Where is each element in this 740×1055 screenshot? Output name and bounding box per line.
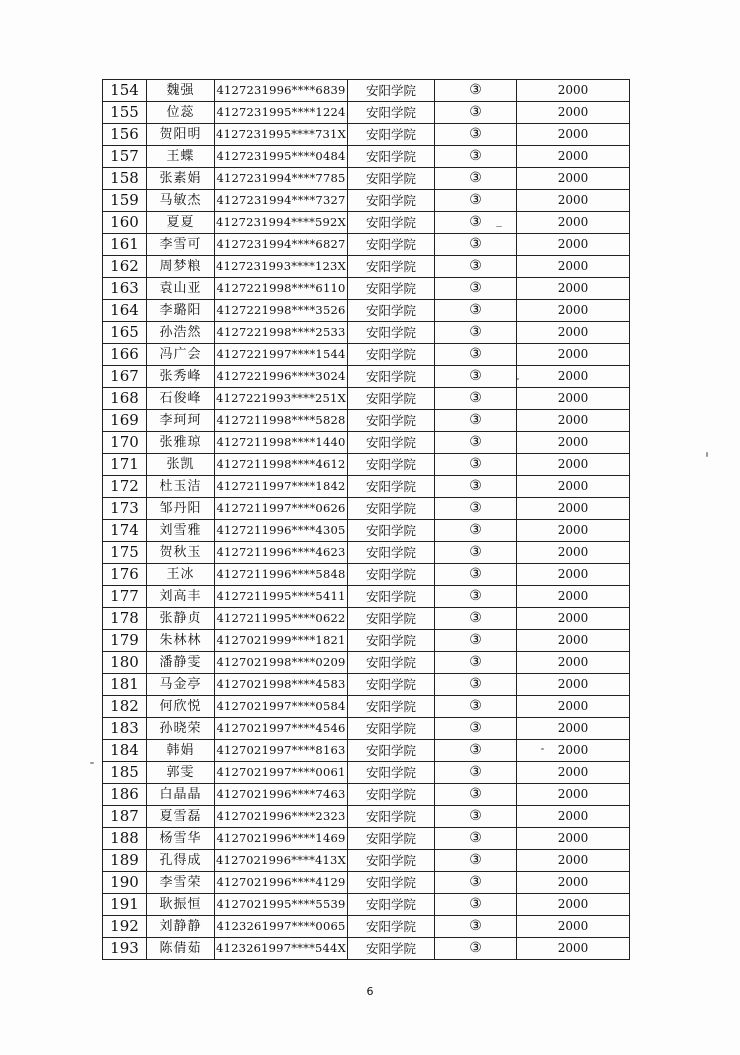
id-number-cell: 4127231995****0484 xyxy=(215,146,348,168)
amount-cell: 2000 xyxy=(517,762,630,784)
table-row xyxy=(103,696,630,718)
school-cell: 安阳学院 xyxy=(348,916,435,938)
id-number-cell: 4127021997****0061 xyxy=(215,762,348,784)
category-mark-cell: ③ xyxy=(435,652,517,674)
page-number: 6 xyxy=(366,985,374,998)
student-name-cell: 马敏杰 xyxy=(147,190,215,212)
student-name-cell: 王蝶 xyxy=(147,146,215,168)
amount-cell: 2000 xyxy=(517,124,630,146)
table-row xyxy=(103,740,630,762)
table-row xyxy=(103,454,630,476)
id-number-cell: 4127221998****6110 xyxy=(215,278,348,300)
amount-cell: 2000 xyxy=(517,278,630,300)
id-number-cell: 4127231995****1224 xyxy=(215,102,348,124)
student-name-cell: 耿振恒 xyxy=(147,894,215,916)
school-cell: 安阳学院 xyxy=(348,938,435,960)
row-number-cell: 172 xyxy=(103,476,147,498)
amount-cell: 2000 xyxy=(517,850,630,872)
school-cell: 安阳学院 xyxy=(348,762,435,784)
amount-cell: 2000 xyxy=(517,630,630,652)
id-number-cell: 4127221996****3024 xyxy=(215,366,348,388)
row-number-cell: 188 xyxy=(103,828,147,850)
table-row xyxy=(103,718,630,740)
scan-speck xyxy=(90,762,94,764)
school-cell: 安阳学院 xyxy=(348,454,435,476)
id-number-cell: 4127021999****1821 xyxy=(215,630,348,652)
category-mark-cell: ③ xyxy=(435,762,517,784)
row-number-cell: 176 xyxy=(103,564,147,586)
student-name-cell: 位蕊 xyxy=(147,102,215,124)
school-cell: 安阳学院 xyxy=(348,102,435,124)
table-row xyxy=(103,520,630,542)
table-row xyxy=(103,784,630,806)
category-mark-cell: ③ xyxy=(435,454,517,476)
student-name-cell: 张雅琼 xyxy=(147,432,215,454)
table-row xyxy=(103,476,630,498)
id-number-cell: 4123261997****544X xyxy=(215,938,348,960)
student-name-cell: 刘雪雅 xyxy=(147,520,215,542)
student-name-cell: 袁山亚 xyxy=(147,278,215,300)
category-mark-cell: ③ xyxy=(435,916,517,938)
id-number-cell: 4127021998****0209 xyxy=(215,652,348,674)
student-name-cell: 夏夏 xyxy=(147,212,215,234)
school-cell: 安阳学院 xyxy=(348,784,435,806)
amount-cell: 2000 xyxy=(517,146,630,168)
id-number-cell: 4127221998****2533 xyxy=(215,322,348,344)
table-row xyxy=(103,432,630,454)
id-number-cell: 4127211996****5848 xyxy=(215,564,348,586)
school-cell: 安阳学院 xyxy=(348,828,435,850)
student-name-cell: 白晶晶 xyxy=(147,784,215,806)
category-mark-cell: ③ xyxy=(435,674,517,696)
student-name-cell: 杨雪华 xyxy=(147,828,215,850)
category-mark-cell: ③ xyxy=(435,894,517,916)
school-cell: 安阳学院 xyxy=(348,366,435,388)
scan-speck xyxy=(706,452,708,457)
table-row xyxy=(103,872,630,894)
table-row xyxy=(103,388,630,410)
row-number-cell: 179 xyxy=(103,630,147,652)
id-number-cell: 4127231995****731X xyxy=(215,124,348,146)
amount-cell: 2000 xyxy=(517,718,630,740)
amount-cell: 2000 xyxy=(517,80,630,102)
row-number-cell: 167 xyxy=(103,366,147,388)
table-row xyxy=(103,366,630,388)
amount-cell: 2000 xyxy=(517,564,630,586)
id-number-cell: 4127211998****1440 xyxy=(215,432,348,454)
table-row xyxy=(103,542,630,564)
row-number-cell: 155 xyxy=(103,102,147,124)
row-number-cell: 187 xyxy=(103,806,147,828)
category-mark-cell: ③ xyxy=(435,234,517,256)
student-name-cell: 陈倩茹 xyxy=(147,938,215,960)
row-number-cell: 191 xyxy=(103,894,147,916)
school-cell: 安阳学院 xyxy=(348,146,435,168)
table-row xyxy=(103,828,630,850)
id-number-cell: 4127211996****4305 xyxy=(215,520,348,542)
school-cell: 安阳学院 xyxy=(348,212,435,234)
id-number-cell: 4127211995****5411 xyxy=(215,586,348,608)
student-name-cell: 李雪可 xyxy=(147,234,215,256)
table-row xyxy=(103,80,630,102)
school-cell: 安阳学院 xyxy=(348,256,435,278)
id-number-cell: 4127231994****6827 xyxy=(215,234,348,256)
row-number-cell: 169 xyxy=(103,410,147,432)
row-number-cell: 163 xyxy=(103,278,147,300)
school-cell: 安阳学院 xyxy=(348,168,435,190)
school-cell: 安阳学院 xyxy=(348,80,435,102)
row-number-cell: 154 xyxy=(103,80,147,102)
id-number-cell: 4127211998****5828 xyxy=(215,410,348,432)
amount-cell: 2000 xyxy=(517,344,630,366)
table-row xyxy=(103,124,630,146)
student-name-cell: 孙浩然 xyxy=(147,322,215,344)
row-number-cell: 171 xyxy=(103,454,147,476)
roster-table xyxy=(102,79,630,960)
category-mark-cell: ③ xyxy=(435,938,517,960)
row-number-cell: 170 xyxy=(103,432,147,454)
amount-cell: 2000 xyxy=(517,190,630,212)
amount-cell: 2000 xyxy=(517,586,630,608)
row-number-cell: 161 xyxy=(103,234,147,256)
table-row xyxy=(103,322,630,344)
row-number-cell: 158 xyxy=(103,168,147,190)
student-name-cell: 贺秋玉 xyxy=(147,542,215,564)
amount-cell: 2000 xyxy=(517,476,630,498)
roster-table-body xyxy=(103,80,630,960)
amount-cell: 2000 xyxy=(517,784,630,806)
school-cell: 安阳学院 xyxy=(348,344,435,366)
student-name-cell: 夏雪磊 xyxy=(147,806,215,828)
student-name-cell: 李雪荣 xyxy=(147,872,215,894)
school-cell: 安阳学院 xyxy=(348,124,435,146)
table-row xyxy=(103,894,630,916)
category-mark-cell: ③ xyxy=(435,630,517,652)
school-cell: 安阳学院 xyxy=(348,894,435,916)
category-mark-cell: ③ xyxy=(435,608,517,630)
school-cell: 安阳学院 xyxy=(348,190,435,212)
row-number-cell: 157 xyxy=(103,146,147,168)
category-mark-cell: ③ xyxy=(435,806,517,828)
student-name-cell: 魏强 xyxy=(147,80,215,102)
category-mark-cell: ③ xyxy=(435,212,517,234)
amount-cell: 2000 xyxy=(517,652,630,674)
table-row xyxy=(103,674,630,696)
school-cell: 安阳学院 xyxy=(348,718,435,740)
table-row xyxy=(103,850,630,872)
row-number-cell: 189 xyxy=(103,850,147,872)
school-cell: 安阳学院 xyxy=(348,278,435,300)
row-number-cell: 185 xyxy=(103,762,147,784)
id-number-cell: 4127231994****7785 xyxy=(215,168,348,190)
amount-cell: 2000 xyxy=(517,322,630,344)
student-name-cell: 刘静静 xyxy=(147,916,215,938)
row-number-cell: 193 xyxy=(103,938,147,960)
school-cell: 安阳学院 xyxy=(348,740,435,762)
amount-cell: 2000 xyxy=(517,498,630,520)
category-mark-cell: ③ xyxy=(435,850,517,872)
row-number-cell: 178 xyxy=(103,608,147,630)
category-mark-cell: ③ xyxy=(435,872,517,894)
id-number-cell: 4127021998****4583 xyxy=(215,674,348,696)
row-number-cell: 183 xyxy=(103,718,147,740)
school-cell: 安阳学院 xyxy=(348,652,435,674)
student-name-cell: 潘静雯 xyxy=(147,652,215,674)
school-cell: 安阳学院 xyxy=(348,564,435,586)
id-number-cell: 4127231993****123X xyxy=(215,256,348,278)
school-cell: 安阳学院 xyxy=(348,542,435,564)
table-row xyxy=(103,652,630,674)
row-number-cell: 177 xyxy=(103,586,147,608)
school-cell: 安阳学院 xyxy=(348,850,435,872)
table-row xyxy=(103,234,630,256)
school-cell: 安阳学院 xyxy=(348,300,435,322)
category-mark-cell: ③ xyxy=(435,542,517,564)
amount-cell: 2000 xyxy=(517,234,630,256)
id-number-cell: 4127021997****4546 xyxy=(215,718,348,740)
category-mark-cell: ③ xyxy=(435,586,517,608)
amount-cell: 2000 xyxy=(517,674,630,696)
category-mark-cell: ③ xyxy=(435,366,517,388)
amount-cell: 2000 xyxy=(517,102,630,124)
category-mark-cell: ③ xyxy=(435,718,517,740)
category-mark-cell: ③ xyxy=(435,784,517,806)
category-mark-cell: ③ xyxy=(435,80,517,102)
row-number-cell: 190 xyxy=(103,872,147,894)
table-row xyxy=(103,300,630,322)
amount-cell: 2000 xyxy=(517,256,630,278)
student-name-cell: 何欣悦 xyxy=(147,696,215,718)
student-name-cell: 郭雯 xyxy=(147,762,215,784)
category-mark-cell: ③ xyxy=(435,432,517,454)
school-cell: 安阳学院 xyxy=(348,696,435,718)
amount-cell: 2000 xyxy=(517,608,630,630)
school-cell: 安阳学院 xyxy=(348,322,435,344)
student-name-cell: 杜玉洁 xyxy=(147,476,215,498)
row-number-cell: 175 xyxy=(103,542,147,564)
amount-cell: 2000 xyxy=(517,168,630,190)
school-cell: 安阳学院 xyxy=(348,410,435,432)
table-row xyxy=(103,806,630,828)
student-name-cell: 孙晓荣 xyxy=(147,718,215,740)
row-number-cell: 165 xyxy=(103,322,147,344)
amount-cell: 2000 xyxy=(517,300,630,322)
category-mark-cell: ③ xyxy=(435,520,517,542)
row-number-cell: 192 xyxy=(103,916,147,938)
table-row xyxy=(103,564,630,586)
id-number-cell: 4127211998****4612 xyxy=(215,454,348,476)
student-name-cell: 王冰 xyxy=(147,564,215,586)
school-cell: 安阳学院 xyxy=(348,498,435,520)
id-number-cell: 4127021996****7463 xyxy=(215,784,348,806)
table-row xyxy=(103,586,630,608)
student-name-cell: 周梦粮 xyxy=(147,256,215,278)
amount-cell: 2000 xyxy=(517,410,630,432)
student-name-cell: 韩娟 xyxy=(147,740,215,762)
category-mark-cell: ③ xyxy=(435,190,517,212)
id-number-cell: 4127231994****7327 xyxy=(215,190,348,212)
id-number-cell: 4127221997****1544 xyxy=(215,344,348,366)
row-number-cell: 181 xyxy=(103,674,147,696)
category-mark-cell: ③ xyxy=(435,300,517,322)
id-number-cell: 4123261997****0065 xyxy=(215,916,348,938)
table-row xyxy=(103,916,630,938)
table-row xyxy=(103,498,630,520)
table-row xyxy=(103,344,630,366)
amount-cell: 2000 xyxy=(517,388,630,410)
school-cell: 安阳学院 xyxy=(348,520,435,542)
row-number-cell: 168 xyxy=(103,388,147,410)
student-name-cell: 冯广会 xyxy=(147,344,215,366)
row-number-cell: 166 xyxy=(103,344,147,366)
id-number-cell: 4127231996****6839 xyxy=(215,80,348,102)
category-mark-cell: ③ xyxy=(435,168,517,190)
row-number-cell: 180 xyxy=(103,652,147,674)
table-row xyxy=(103,278,630,300)
table-row xyxy=(103,102,630,124)
student-name-cell: 马金亭 xyxy=(147,674,215,696)
category-mark-cell: ③ xyxy=(435,278,517,300)
table-row xyxy=(103,630,630,652)
student-name-cell: 张秀峰 xyxy=(147,366,215,388)
category-mark-cell: ③ xyxy=(435,696,517,718)
school-cell: 安阳学院 xyxy=(348,674,435,696)
category-mark-cell: ③ xyxy=(435,124,517,146)
amount-cell: 2000 xyxy=(517,916,630,938)
row-number-cell: 174 xyxy=(103,520,147,542)
table-row xyxy=(103,190,630,212)
student-name-cell: 邹丹阳 xyxy=(147,498,215,520)
amount-cell: 2000 xyxy=(517,432,630,454)
amount-cell: 2000 xyxy=(517,696,630,718)
id-number-cell: 4127221993****251X xyxy=(215,388,348,410)
id-number-cell: 4127221998****3526 xyxy=(215,300,348,322)
id-number-cell: 4127021997****0584 xyxy=(215,696,348,718)
student-name-cell: 贺阳明 xyxy=(147,124,215,146)
student-name-cell: 张凯 xyxy=(147,454,215,476)
table-row xyxy=(103,410,630,432)
table-row xyxy=(103,762,630,784)
student-name-cell: 刘高丰 xyxy=(147,586,215,608)
school-cell: 安阳学院 xyxy=(348,608,435,630)
amount-cell: 2000 xyxy=(517,366,630,388)
table-row xyxy=(103,938,630,960)
category-mark-cell: ③ xyxy=(435,740,517,762)
student-name-cell: 李璐阳 xyxy=(147,300,215,322)
school-cell: 安阳学院 xyxy=(348,388,435,410)
category-mark-cell: ③ xyxy=(435,256,517,278)
id-number-cell: 4127021996****1469 xyxy=(215,828,348,850)
amount-cell: 2000 xyxy=(517,938,630,960)
table-row xyxy=(103,212,630,234)
amount-cell: 2000 xyxy=(517,212,630,234)
id-number-cell: 4127021995****5539 xyxy=(215,894,348,916)
student-name-cell: 张静贞 xyxy=(147,608,215,630)
id-number-cell: 4127021996****2323 xyxy=(215,806,348,828)
row-number-cell: 184 xyxy=(103,740,147,762)
student-name-cell: 张素娟 xyxy=(147,168,215,190)
amount-cell: 2000 xyxy=(517,454,630,476)
category-mark-cell: ③ xyxy=(435,388,517,410)
school-cell: 安阳学院 xyxy=(348,432,435,454)
id-number-cell: 4127021997****8163 xyxy=(215,740,348,762)
student-name-cell: 李珂珂 xyxy=(147,410,215,432)
row-number-cell: 159 xyxy=(103,190,147,212)
student-name-cell: 朱林林 xyxy=(147,630,215,652)
school-cell: 安阳学院 xyxy=(348,872,435,894)
row-number-cell: 186 xyxy=(103,784,147,806)
category-mark-cell: ③ xyxy=(435,344,517,366)
category-mark-cell: ③ xyxy=(435,476,517,498)
amount-cell: 2000 xyxy=(517,828,630,850)
id-number-cell: 4127211997****0626 xyxy=(215,498,348,520)
school-cell: 安阳学院 xyxy=(348,234,435,256)
table-row xyxy=(103,608,630,630)
id-number-cell: 4127211997****1842 xyxy=(215,476,348,498)
amount-cell: 2000 xyxy=(517,872,630,894)
id-number-cell: 4127021996****4129 xyxy=(215,872,348,894)
id-number-cell: 4127021996****413X xyxy=(215,850,348,872)
category-mark-cell: ③ xyxy=(435,410,517,432)
row-number-cell: 173 xyxy=(103,498,147,520)
category-mark-cell: ③ xyxy=(435,102,517,124)
category-mark-cell: ③ xyxy=(435,564,517,586)
row-number-cell: 164 xyxy=(103,300,147,322)
id-number-cell: 4127231994****592X xyxy=(215,212,348,234)
row-number-cell: 182 xyxy=(103,696,147,718)
category-mark-cell: ③ xyxy=(435,322,517,344)
table-row xyxy=(103,168,630,190)
school-cell: 安阳学院 xyxy=(348,630,435,652)
student-name-cell: 石俊峰 xyxy=(147,388,215,410)
amount-cell: 2000 xyxy=(517,542,630,564)
table-row xyxy=(103,256,630,278)
row-number-cell: 160 xyxy=(103,212,147,234)
row-number-cell: 156 xyxy=(103,124,147,146)
category-mark-cell: ③ xyxy=(435,498,517,520)
table-row xyxy=(103,146,630,168)
school-cell: 安阳学院 xyxy=(348,476,435,498)
row-number-cell: 162 xyxy=(103,256,147,278)
id-number-cell: 4127211995****0622 xyxy=(215,608,348,630)
amount-cell: 2000 xyxy=(517,894,630,916)
category-mark-cell: ③ xyxy=(435,146,517,168)
amount-cell: 2000 xyxy=(517,520,630,542)
amount-cell: 2000 xyxy=(517,806,630,828)
category-mark-cell: ③ xyxy=(435,828,517,850)
id-number-cell: 4127211996****4623 xyxy=(215,542,348,564)
school-cell: 安阳学院 xyxy=(348,806,435,828)
school-cell: 安阳学院 xyxy=(348,586,435,608)
amount-cell: 2000 xyxy=(517,740,630,762)
student-name-cell: 孔得成 xyxy=(147,850,215,872)
